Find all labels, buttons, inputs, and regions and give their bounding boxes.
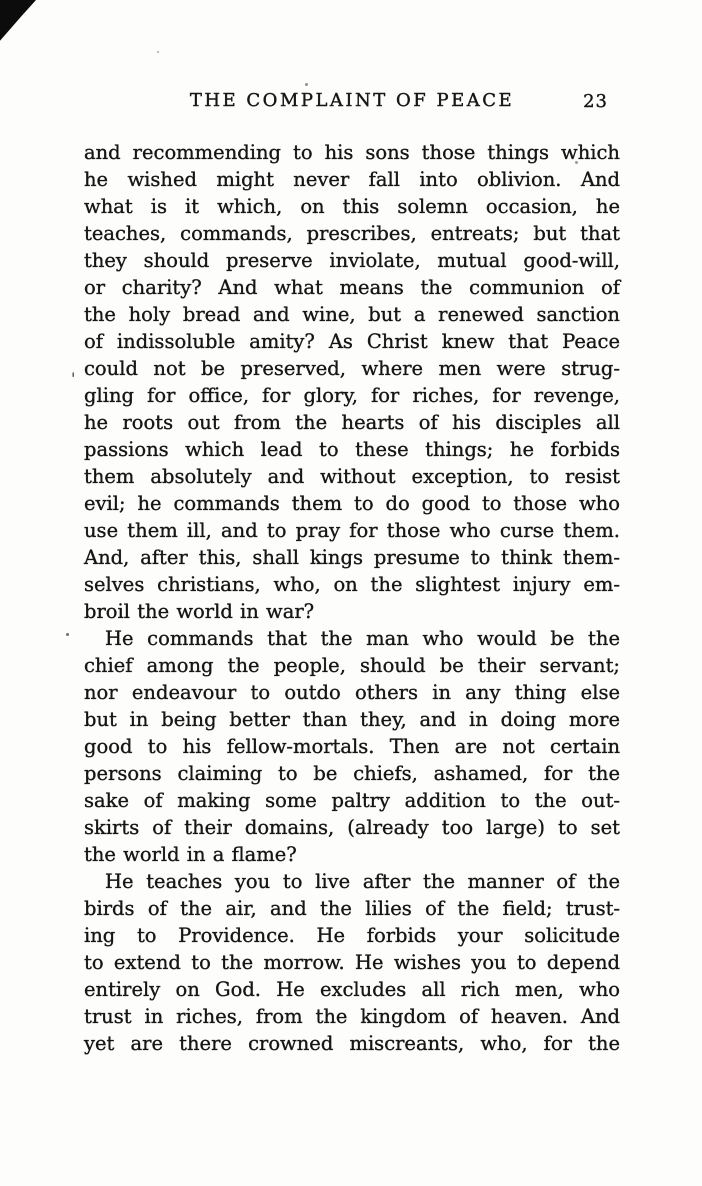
text-line: entirely on God. He excludes all rich men, who <box>84 978 620 1001</box>
text-line: he wished might never fall into oblivion. And <box>84 168 620 191</box>
text-line: And, after this, shall kings presume to think them- <box>84 546 620 569</box>
text-line: teaches, commands, prescribes, entreats; but that <box>84 222 620 245</box>
text-line: trust in riches, from the kingdom of heaven. And <box>84 1005 620 1028</box>
text-line: of indissoluble amity? As Christ knew that Peace <box>84 330 620 353</box>
text-line: they should preserve inviolate, mutual good-will, <box>84 249 620 272</box>
text-line: gling for office, for glory, for riches, for revenge, <box>84 384 620 407</box>
paragraph <box>84 139 620 625</box>
text-line: broil the world in war? <box>84 600 315 623</box>
text-line: he roots out from the hearts of his disciples all <box>84 411 620 434</box>
text-line: good to his fellow-mortals. Then are not certain <box>84 735 620 758</box>
margin-mark-speck: ' <box>71 369 76 388</box>
scan-speck <box>305 83 308 86</box>
text-line: and recommending to his sons those things which <box>84 141 620 164</box>
text-line: or charity? And what means the communion of <box>84 276 620 299</box>
running-header-title: THE COMPLAINT OF PEACE <box>189 90 515 111</box>
text-line: sake of making some paltry addition to the out- <box>84 789 620 812</box>
text-line: could not be preserved, where men were strug- <box>84 357 620 380</box>
text-line: He teaches you to live after the manner of the <box>105 870 620 893</box>
text-line: what is it which, on this solemn occasion, he <box>84 195 620 218</box>
text-body <box>84 139 620 1057</box>
text-line: them absolutely and without exception, to resist <box>84 465 620 488</box>
scan-speck <box>66 633 69 636</box>
text-line: evil; he commands them to do good to those who <box>84 492 620 515</box>
text-line: the holy bread and wine, but a renewed sanction <box>84 303 620 326</box>
text-line: nor endeavour to outdo others in any thing else <box>84 681 620 704</box>
text-line: skirts of their domains, (already too large) to set <box>84 816 620 839</box>
paragraph <box>84 868 620 1057</box>
text-line: but in being better than they, and in doing more <box>84 708 620 731</box>
text-line: passions which lead to these things; he forbids <box>84 438 620 461</box>
paragraph <box>84 625 620 868</box>
text-line: chief among the people, should be their servant; <box>84 654 620 677</box>
scan-speck <box>157 51 159 53</box>
text-line: He commands that the man who would be the <box>105 627 620 650</box>
text-line: the world in a flame? <box>84 843 297 866</box>
page-number: 23 <box>583 91 608 112</box>
text-line: ing to Providence. He forbids your solicitude <box>84 924 620 947</box>
text-line: selves christians, who, on the slightest injury em- <box>84 573 620 596</box>
text-line: to extend to the morrow. He wishes you to depend <box>84 951 620 974</box>
text-line: yet are there crowned miscreants, who, for the <box>84 1032 620 1055</box>
text-line: birds of the air, and the lilies of the field; trust- <box>84 897 620 920</box>
scan-corner-artifact <box>0 0 36 42</box>
text-line: use them ill, and to pray for those who curse them. <box>84 519 620 542</box>
text-line: persons claiming to be chiefs, ashamed, for the <box>84 762 620 785</box>
